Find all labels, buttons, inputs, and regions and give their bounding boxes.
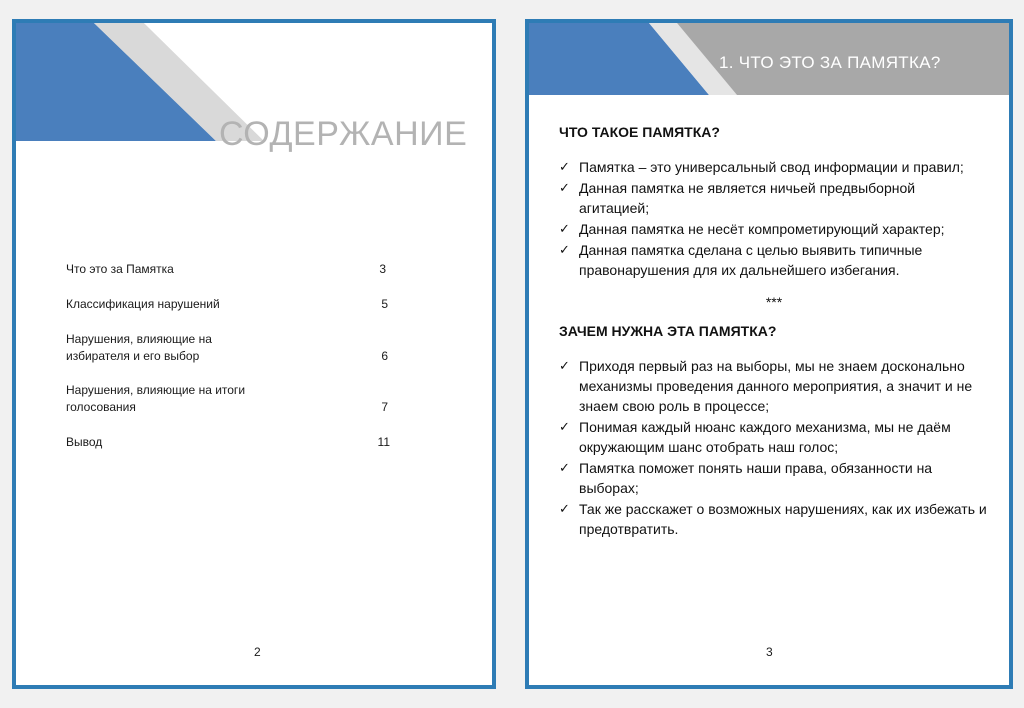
list-item-text: Данная памятка не является ничьей предвыборной агитацией;: [579, 180, 916, 216]
list-item-text: Понимая каждый нюанс каждого механизма, мы не даём окружающим шанс отобрать наш голос;: [579, 419, 951, 455]
list-item-text: Памятка поможет понять наши права, обязанности на выборах;: [579, 460, 933, 496]
toc-row[interactable]: [66, 331, 396, 365]
section-heading: ЗАЧЕМ НУЖНА ЭТА ПАМЯТКА?: [559, 323, 777, 339]
table-of-contents: [66, 261, 396, 451]
toc-item-text: Нарушения, влияющие на итоги голосования: [66, 383, 246, 414]
checklist: [559, 157, 989, 280]
check-icon: ✓: [559, 242, 570, 257]
page-number: 3: [766, 645, 773, 659]
toc-item-text: Классификация нарушений: [66, 297, 220, 311]
check-icon: ✓: [559, 358, 570, 373]
separator: ***: [765, 294, 783, 310]
list-item: [559, 157, 989, 177]
list-item-text: Так же расскажет о возможных нарушениях, как их избежать и предотвратить.: [579, 501, 987, 537]
list-item: [559, 499, 989, 539]
page-number: 2: [254, 645, 261, 659]
toc-item-text: Нарушения, влияющие на избирателя и его выбор: [66, 332, 212, 363]
toc-item-page: 7: [381, 400, 388, 414]
toc-item-page: 6: [381, 349, 388, 363]
toc-item-page: 5: [381, 297, 388, 311]
page-left: [12, 19, 496, 689]
section-heading: ЧТО ТАКОЕ ПАМЯТКА?: [559, 124, 720, 140]
toc-row[interactable]: [66, 434, 396, 451]
list-item: [559, 219, 989, 239]
list-item-text: Приходя первый раз на выборы, мы не знаем досконально механизмы проведения данного мероприятия, а значит и не знаем свою роль в процессе;: [579, 358, 973, 414]
page-content: [559, 123, 989, 540]
check-icon: ✓: [559, 159, 570, 174]
checklist: [559, 356, 989, 539]
toc-row[interactable]: [66, 261, 396, 278]
list-item-text: Данная памятка не несёт компрометирующий характер;: [579, 221, 945, 237]
list-item: [559, 458, 989, 498]
list-item-text: Памятка – это универсальный свод информации и правил;: [579, 159, 964, 175]
toc-item-text: Вывод: [66, 435, 103, 449]
toc-item-text: Что это за Памятка: [66, 262, 174, 276]
toc-item-page: 11: [377, 435, 390, 449]
list-item: [559, 356, 989, 416]
check-icon: ✓: [559, 180, 570, 195]
check-icon: ✓: [559, 501, 570, 516]
toc-row[interactable]: [66, 296, 396, 313]
page-right: [525, 19, 1013, 689]
list-item: [559, 178, 989, 218]
toc-item-page: 3: [379, 262, 386, 276]
list-item: [559, 240, 989, 280]
list-item-text: Данная памятка сделана с целью выявить типичные правонарушения для их дальнейшего избегания.: [579, 242, 923, 278]
toc-title: СОДЕРЖАНИЕ: [219, 115, 468, 153]
check-icon: ✓: [559, 460, 570, 475]
check-icon: ✓: [559, 419, 570, 434]
list-item: [559, 417, 989, 457]
toc-row[interactable]: [66, 382, 396, 416]
check-icon: ✓: [559, 221, 570, 236]
section-title: 1. ЧТО ЭТО ЗА ПАМЯТКА?: [719, 53, 941, 72]
